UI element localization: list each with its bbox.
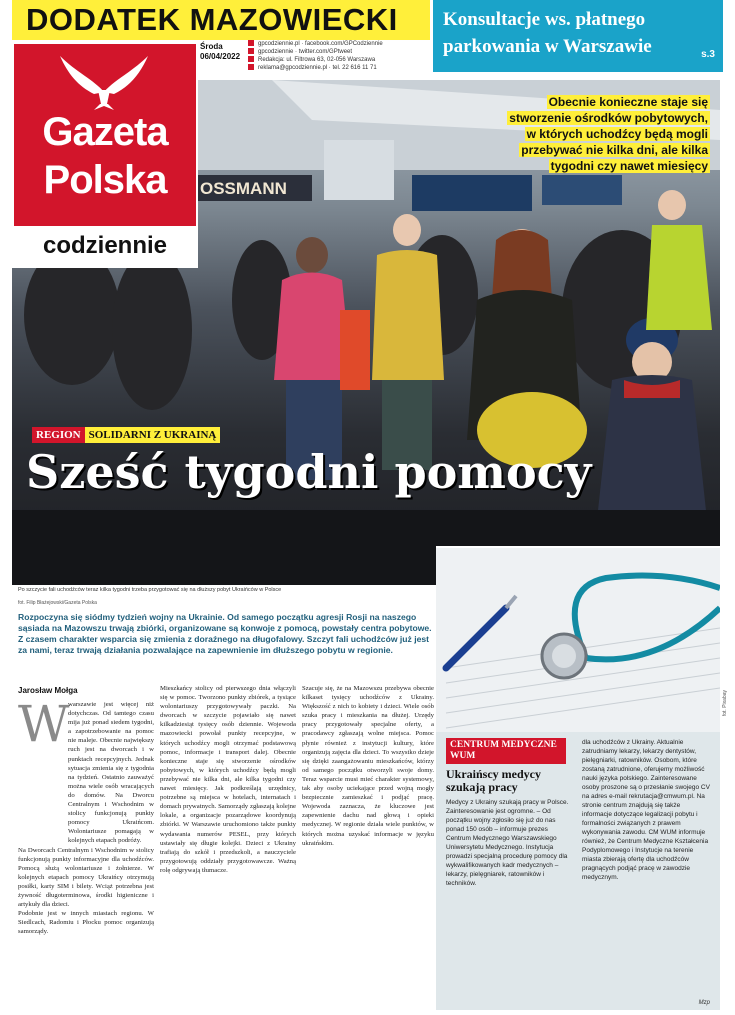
stethoscope-credit: fot. Pixabay — [722, 690, 728, 717]
contact-icon — [248, 40, 254, 46]
sidebar-column-1: Medycy z Ukrainy szukają pracy w Polsce. Zainteresowanie jest ogromne. – Od początku wojny zgłosiło się już do nas ponad 150 osób – informuje prezes Centrum Medycznego Warszawskiego Uniwersytetu Medycznego. Instytucja prowadzi specjalną procedurę pomocy dla wykwalifikowanych kadr medycznych – lekarzy, pielęgniarek, ratowników i techników. — [446, 799, 569, 887]
article-paragraph: Na Dworcach Centralnym i Wschodnim w stolicy funkcjonują punkty informacyjne dla uchodźców. Pomocą służą wolontariusze i żołnierze. W kolejnych etapach pomocy Ukraińcy otrzymują posiłki, karty SIM i bilety. Wciąż potrzebna jest żywność długoterminowa, środki higieniczne i artykuły dla dzieci. — [18, 846, 154, 909]
medical-sidebar — [436, 732, 720, 1010]
logo-word-gazeta: Gazeta — [42, 110, 168, 154]
shop-sign: OSSMANN — [200, 179, 287, 198]
teaser-text: Konsultacje ws. płatnego parkowania w Warszawie — [443, 9, 652, 57]
contact-line: reklama@gpcodziennie.pl · tel. 22 616 11 71 — [248, 64, 428, 72]
article-column-2 — [160, 684, 296, 1010]
issue-date — [200, 42, 246, 62]
photo-credit: fot. Filip Błażejowski/Gazeta Polska — [18, 600, 97, 606]
sidebar-heading: Ukraińscy medycy szukają pracy — [446, 767, 541, 794]
section-tags — [32, 427, 220, 443]
stethoscope-photo — [436, 546, 720, 732]
contact-icon — [248, 64, 254, 70]
article-paragraph: warszawie jest więcej niż dotychczas. Od tamtego czasu mija już ponad siedem tygodni, a zapotrzebowanie na pomoc nie maleje. Obecnie największy ruch jest na dworcach i w punktach recepcyjnych. Jednak sytuacja zmienia się z tygodnia na tydzień. Ostatnio zauważyć można wiele osób wracających do domów. Na Dworcu Centralnym i Wschodnim w stolicy funkcjonują punkty pomocy Ukraińcom. Wolontariusze pomagają w kolejnych etapach podróży. — [68, 701, 154, 845]
sidebar-tag[interactable]: CENTRUM MEDYCZNE WUM — [446, 738, 566, 764]
teaser-page: s.3 — [701, 49, 715, 60]
article-column-3 — [302, 684, 434, 1010]
article-column-1 — [18, 695, 154, 1010]
sidebar-column-2: dla uchodźców z Ukrainy. Aktualnie zatrudniamy lekarzy, lekarzy dentystów, pielęgniarki, ratowników. Osobom, które zostaną zatrudnione, oferujemy możliwość nauki języka polskiego. Zainteresowane osoby proszone są o przesłanie swojego CV na adres e-mail rekrutacja@cmwum.pl. Na stronie centrum znajdują się także informacje dotyczące legalizacji pobytu i formalności związanych z prawem wykonywania zawodu. CM WUM informuje również, że Centrum Medyczne Kształcenia Podyplomowego i Instytucje na terenie miasta zbierają ofertę dla uchodźców pragnących podjąć pracę w zawodzie medycznym. — [582, 739, 710, 881]
eagle-icon — [54, 52, 154, 112]
article-paragraph: Podobnie jest w innych miastach regionu. W Siedlcach, Radomiu i Płocku pomoc organizują samorządy. — [18, 910, 154, 936]
supplement-title: DODATEK MAZOWIECKI — [12, 0, 430, 40]
article-lead: Rozpoczyna się siódmy tydzień wojny na Ukrainie. Od samego początku agresji Rosji na naszego sąsiada na Mazowszu trwają zbiórki, organizowane są konwoje z pomocą, powstały centra pobytowe. Z czasem charakter wsparcia się zmienia z doraźnego na długofalowy. Szczyt fali uchodźców już jest za nami, teraz trwają działania pozwalające na zapewnienie im dłuższego pobytu w regionie. — [18, 612, 432, 655]
contact-line: gpcodziennie.pl · facebook.com/GPCodziennie — [248, 40, 428, 48]
article-paragraph: Szacuje się, że na Mazowszu przebywa obecnie kilkaset tysięcy uchodźców z Ukrainy. Większość z nich to kobiety i dzieci. Wiele osób szuka pracy i mieszkania na dłużej. Urzędy pracy przygotowały specjalne oferty, a pracodawcy zgłaszają wolne miejsca. Pomoc płynie również z instytucji kultury, które organizują zajęcia dla dzieci. To wszystko dzieje się dzięki zaangażowaniu mieszkańców, którzy od samego początku otworzyli swoje domy. Teraz wsparcie musi mieć charakter systemowy, tak aby osoby uciekające przed wojną mogły bezpiecznie zamieszkać i podjąć pracę. Wojewoda zaznacza, że kluczowe jest zapewnienie dachu nad głową i opieki medycznej. W regionie działa wiele punktów, w których można uzyskać informacje w języku ukraińskim. — [302, 685, 434, 847]
contact-icon — [248, 48, 254, 54]
logo-word-codziennie: codziennie — [14, 226, 196, 266]
newspaper-logo[interactable] — [12, 42, 198, 268]
article-paragraph: Mieszkańcy stolicy od pierwszego dnia włączyli się w pomoc. Tworzono punkty zbiórek, a tysiące wolontariuszy przygotowywały paczki. Na dworcach w szczycie pojawiało się nawet kilkadziesiąt tysięcy osób dziennie. Wojewoda mazowiecki powołał punkty recepcyjne, w których uchodźcy mogli otrzymać podstawową pomoc, informacje i transport dalej. Obecnie konieczne staje się stworzenie ośrodków pobytowych, w których uchodźcy będą mogli przebywać nie kilka dni, ale kilka tygodni czy nawet miesięcy. Jak podkreślają urzędnicy, potrzebne są miejsca w hotelach, internatach i domach prywatnych. Samorządy zgłaszają kolejne lokale, a organizacje pozarządowe koordynują zbiórki. W Warszawie uruchomiono także punkty wydawania numerów PESEL, przy których ustawiały się długie kolejki. Dzieci z Ukrainy trafiają do szkół i przedszkoli, a nauczyciele przygotowują oddziały przygotowawcze. Ważną rolę odgrywają tłumacze. — [160, 685, 296, 874]
issue-date-value: 06/04/2022 — [200, 52, 241, 61]
sidebar-signature: Mzp — [698, 1000, 710, 1006]
contact-line: Redakcja: ul. Filtrowa 63, 02-056 Warszawa — [248, 56, 428, 64]
pull-quote: Obecnie konieczne staje się stworzenie ośrodków pobytowych, w których uchodźcy będą mogli przebywać nie kilka dni, ale kilka tygodni czy nawet miesięcy — [509, 95, 708, 173]
article-byline: Jarosław Mołga — [18, 686, 78, 695]
main-headline: Sześć tygodni pomocy — [26, 445, 592, 499]
teaser-box[interactable] — [433, 0, 723, 72]
drop-cap: W — [18, 695, 70, 753]
photo-caption: Po szczycie fali uchodźców teraz kilka tygodni trzeba przygotować się na dłuższy pobyt Ukraińców w Polsce — [18, 587, 282, 593]
issue-day: Środa — [200, 42, 223, 51]
logo-word-polska: Polska — [43, 158, 167, 202]
contact-list — [248, 40, 428, 76]
contact-line: gpcodziennie · twitter.com/GPtweet — [248, 48, 428, 56]
stethoscope-illustration — [436, 548, 720, 732]
contact-icon — [248, 56, 254, 62]
tag-region[interactable]: REGION — [32, 427, 85, 443]
tag-topic[interactable]: SOLIDARNI Z UKRAINĄ — [85, 427, 221, 443]
